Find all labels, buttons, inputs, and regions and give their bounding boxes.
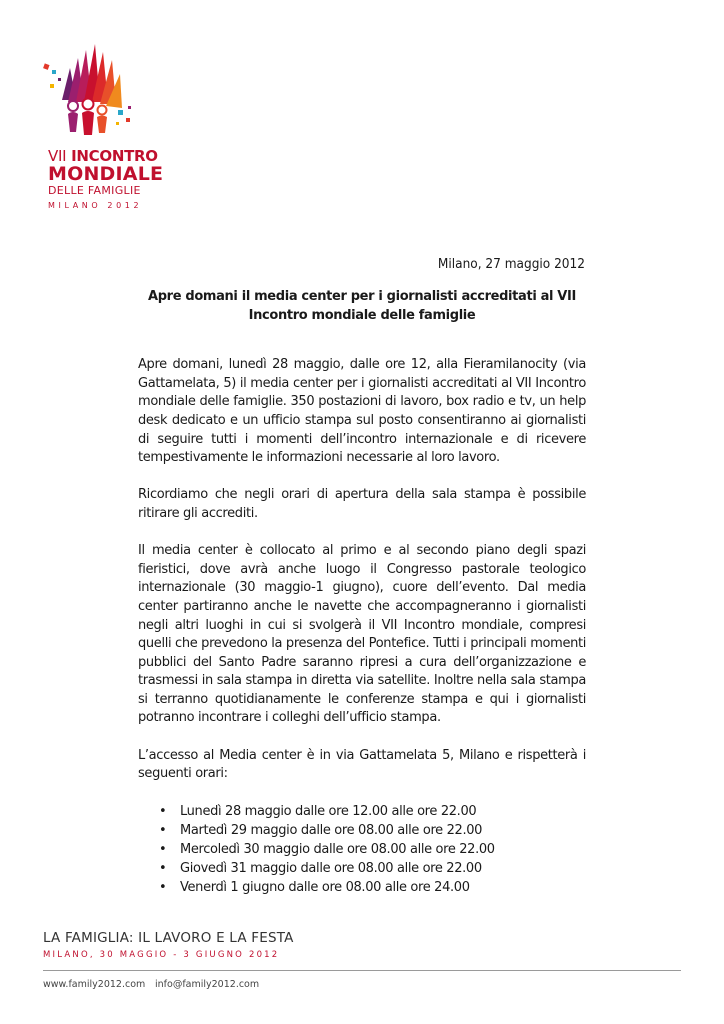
list-item: • Mercoledì 30 maggio dalle ore 08.00 alle ore 22.00 [180, 840, 586, 859]
logo-wordmark [48, 147, 164, 210]
footer-dates: MILANO, 30 MAGGIO - 3 GIUGNO 2012 [43, 950, 280, 960]
logo-mondiale: MONDIALE [48, 163, 164, 185]
footer-divider [43, 970, 681, 971]
opening-hours-list [138, 802, 586, 897]
paragraph-location: Il media center è collocato al primo e al secondo piano degli spazi fieristici, dove avrà anche luogo il Congresso pastorale teologico internazionale (30 maggio-1 giugno), cuore dell’evento. Dal media center partiranno anche le navette che accompagneranno i giornalisti negli altri luoghi in cui si svolgerà il VII Incontro mondiale, compresi quelli che prevedono la presenza del Pontefice. Tutti i principali momenti pubblici del Santo Padre saranno ripresi a cura dell’organizzazione e trasmessi in sala stampa in diretta via satellite. Inoltre nella sala stampa si terranno quotidianamente le conferenze stampa e qui i giornalisti potranno incontrare i colleghi dell’ufficio stampa. [138, 543, 586, 726]
footer-motto: LA FAMIGLIA: IL LAVORO E LA FESTA [43, 930, 294, 946]
paragraph-access: L’accesso al Media center è in via Gattamelata 5, Milano e rispetterà i seguenti orari: [138, 747, 586, 782]
document-date: Milano, 27 maggio 2012 [437, 256, 585, 272]
list-item: • Martedì 29 maggio dalle ore 08.00 alle ore 22.00 [180, 821, 586, 840]
list-item: • Venerdì 1 giugno dalle ore 08.00 alle ore 24.00 [180, 878, 586, 897]
family-flame-icon [40, 40, 140, 140]
press-release-body [138, 288, 586, 897]
list-item: • Giovedì 31 maggio dalle ore 08.00 alle ore 22.00 [180, 859, 586, 878]
paragraph-accreditation: Ricordiamo che negli orari di apertura della sala stampa è possibile ritirare gli accrediti. [138, 487, 586, 521]
logo-edition-word: INCONTRO [66, 147, 158, 165]
paragraph-intro: Apre domani, lunedì 28 maggio, dalle ore 12, alla Fieramilanocity (via Gattamelata, 5) il media center per i giornalisti accreditati al VII Incontro mondiale delle famiglie. 350 postazioni di lavoro, box radio e tv, un help desk dedicato e un ufficio stampa sul posto consentiranno ai giornalisti di seguire tutti i momenti dell’incontro internazionale e di ricevere tempestivamente le informazioni necessarie al loro lavoro. [138, 357, 586, 466]
press-release-title: Apre domani il media center per i giornalisti accreditati al VII Incontro mondiale delle famiglie [148, 289, 576, 323]
logo-edition-number: VII [48, 147, 67, 165]
logo-city-year: MILANO 2012 [48, 201, 143, 210]
logo-famiglie: DELLE FAMIGLIE [48, 184, 141, 197]
footer-website-link[interactable]: www.family2012.com [43, 979, 146, 990]
list-item: • Lunedì 28 maggio dalle ore 12.00 alle ore 22.00 [180, 802, 586, 821]
event-logo [40, 40, 164, 210]
footer-email-link[interactable]: info@family2012.com [155, 979, 260, 990]
